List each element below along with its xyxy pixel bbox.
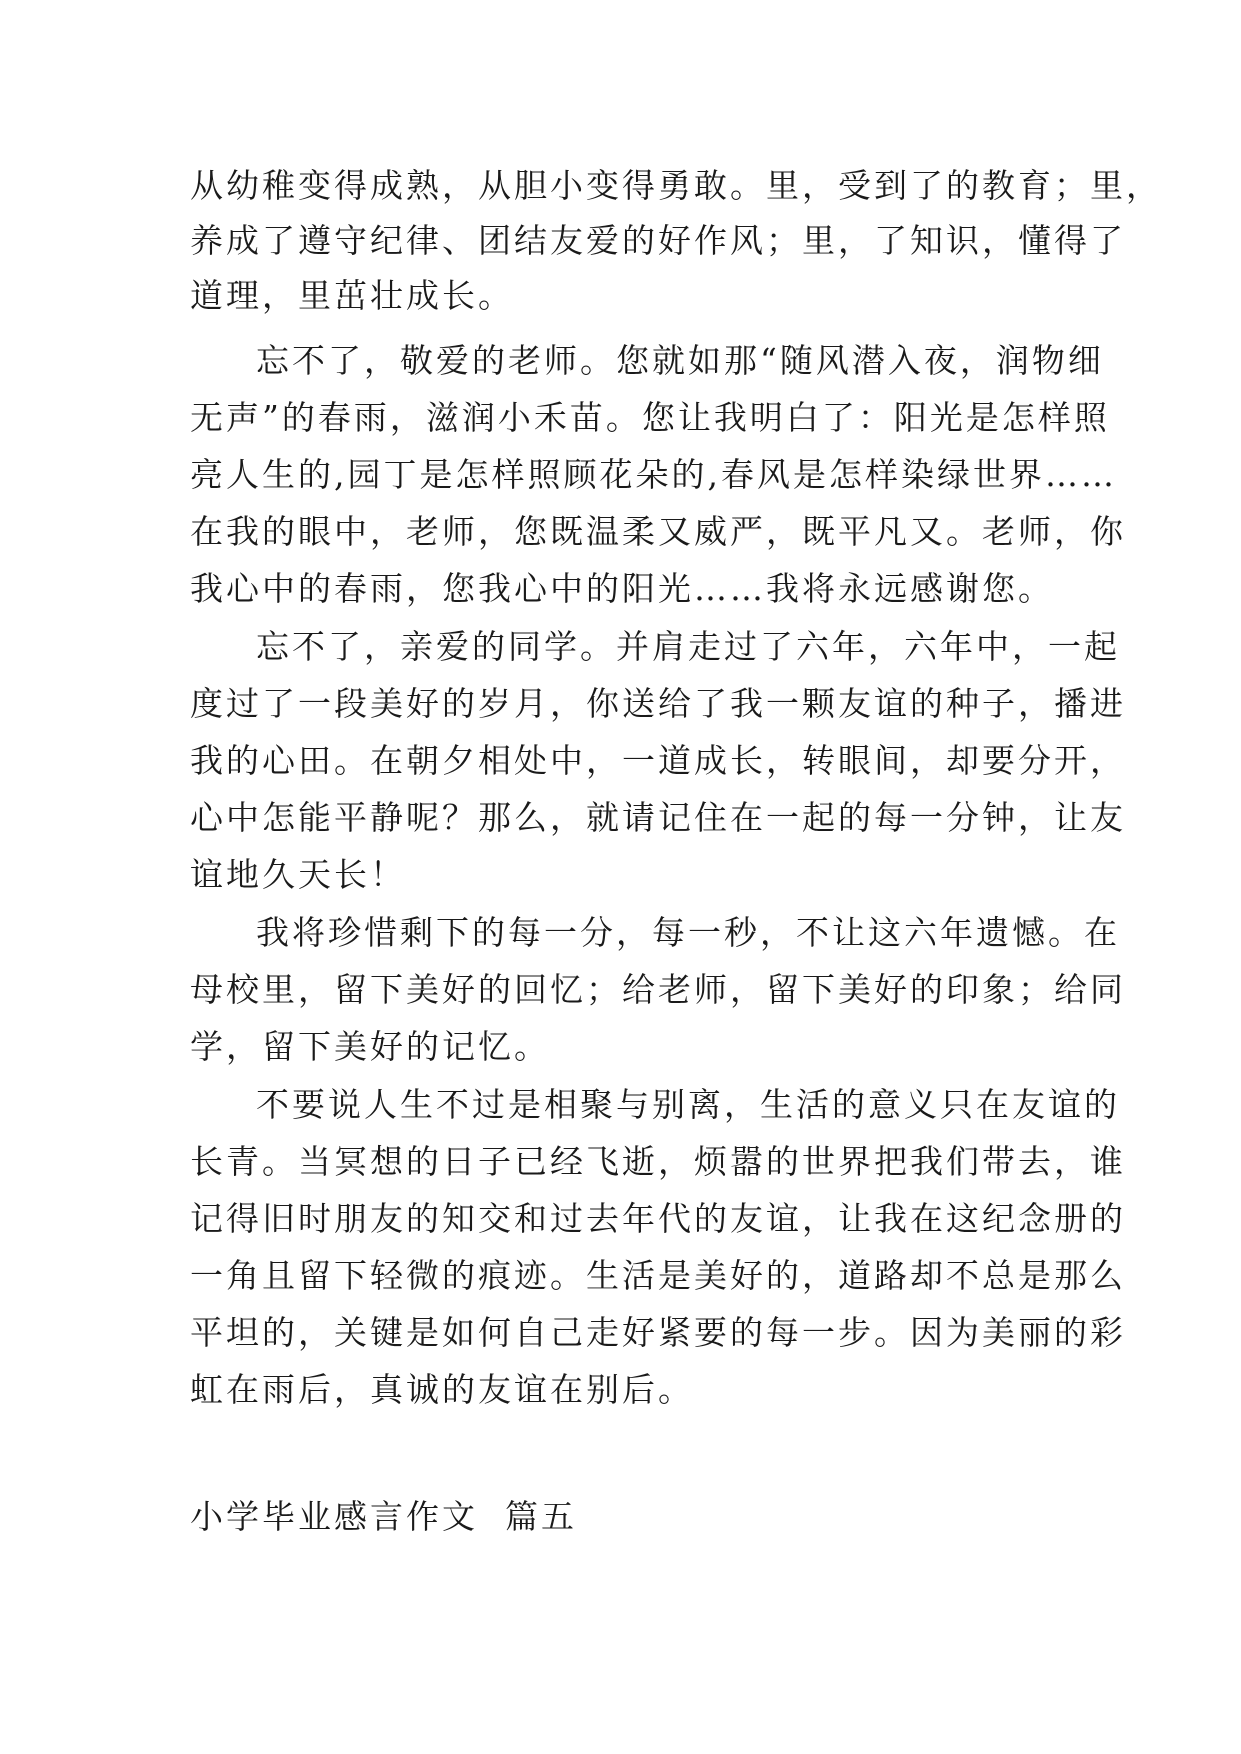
paragraph-2-line-4: 在我的眼中，老师，您既温柔又威严，既平凡又。老师，你	[190, 512, 1126, 551]
paragraph-4-line-2: 母校里，留下美好的回忆；给老师，留下美好的印象；给同	[190, 970, 1126, 1009]
paragraph-4-line-1: 我将珍惜剩下的每一分，每一秒，不让这六年遗憾。在	[256, 913, 1120, 952]
paragraph-5-line-6: 虹在雨后，真诚的友谊在别后。	[190, 1370, 694, 1409]
paragraph-5-line-4: 一角且留下轻微的痕迹。生活是美好的，道路却不总是那么	[190, 1256, 1126, 1295]
paragraph-4-line-3: 学，留下美好的记忆。	[190, 1027, 550, 1066]
paragraph-5-line-3: 记得旧时朋友的知交和过去年代的友谊，让我在这纪念册的	[190, 1199, 1126, 1238]
paragraph-3-line-1: 忘不了，亲爱的同学。并肩走过了六年，六年中，一起	[256, 627, 1120, 666]
paragraph-1-line-1: 从幼稚变得成熟，从胆小变得勇敢。里，受到了的教育；里，	[190, 166, 1162, 205]
paragraph-1-line-2: 养成了遵守纪律、团结友爱的好作风；里，了知识，懂得了	[190, 221, 1126, 260]
paragraph-3-line-4: 心中怎能平静呢？那么，就请记住在一起的每一分钟，让友	[190, 798, 1126, 837]
paragraph-1-line-3: 道理，里茁壮成长。	[190, 276, 514, 315]
section-heading: 小学毕业感言作文 篇五	[190, 1497, 577, 1536]
paragraph-5-line-2: 长青。当冥想的日子已经飞逝，烦嚣的世界把我们带去，谁	[190, 1142, 1126, 1181]
paragraph-2-line-3: 亮人生的,园丁是怎样照顾花朵的,春风是怎样染绿世界……	[190, 455, 1117, 494]
paragraph-2-line-1: 忘不了，敬爱的老师。您就如那“随风潜入夜，润物细	[256, 341, 1104, 380]
paragraph-3-line-5: 谊地久天长！	[190, 855, 406, 894]
paragraph-3-line-3: 我的心田。在朝夕相处中，一道成长，转眼间，却要分开，	[190, 741, 1126, 780]
paragraph-3-line-2: 度过了一段美好的岁月，你送给了我一颗友谊的种子，播进	[190, 684, 1126, 723]
paragraph-5-line-1: 不要说人生不过是相聚与别离，生活的意义只在友谊的	[256, 1085, 1120, 1124]
paragraph-2-line-5: 我心中的春雨，您我心中的阳光……我将永远感谢您。	[190, 569, 1054, 608]
paragraph-2-line-2: 无声”的春雨，滋润小禾苗。您让我明白了：阳光是怎样照	[190, 398, 1110, 437]
paragraph-5-line-5: 平坦的，关键是如何自己走好紧要的每一步。因为美丽的彩	[190, 1313, 1126, 1352]
